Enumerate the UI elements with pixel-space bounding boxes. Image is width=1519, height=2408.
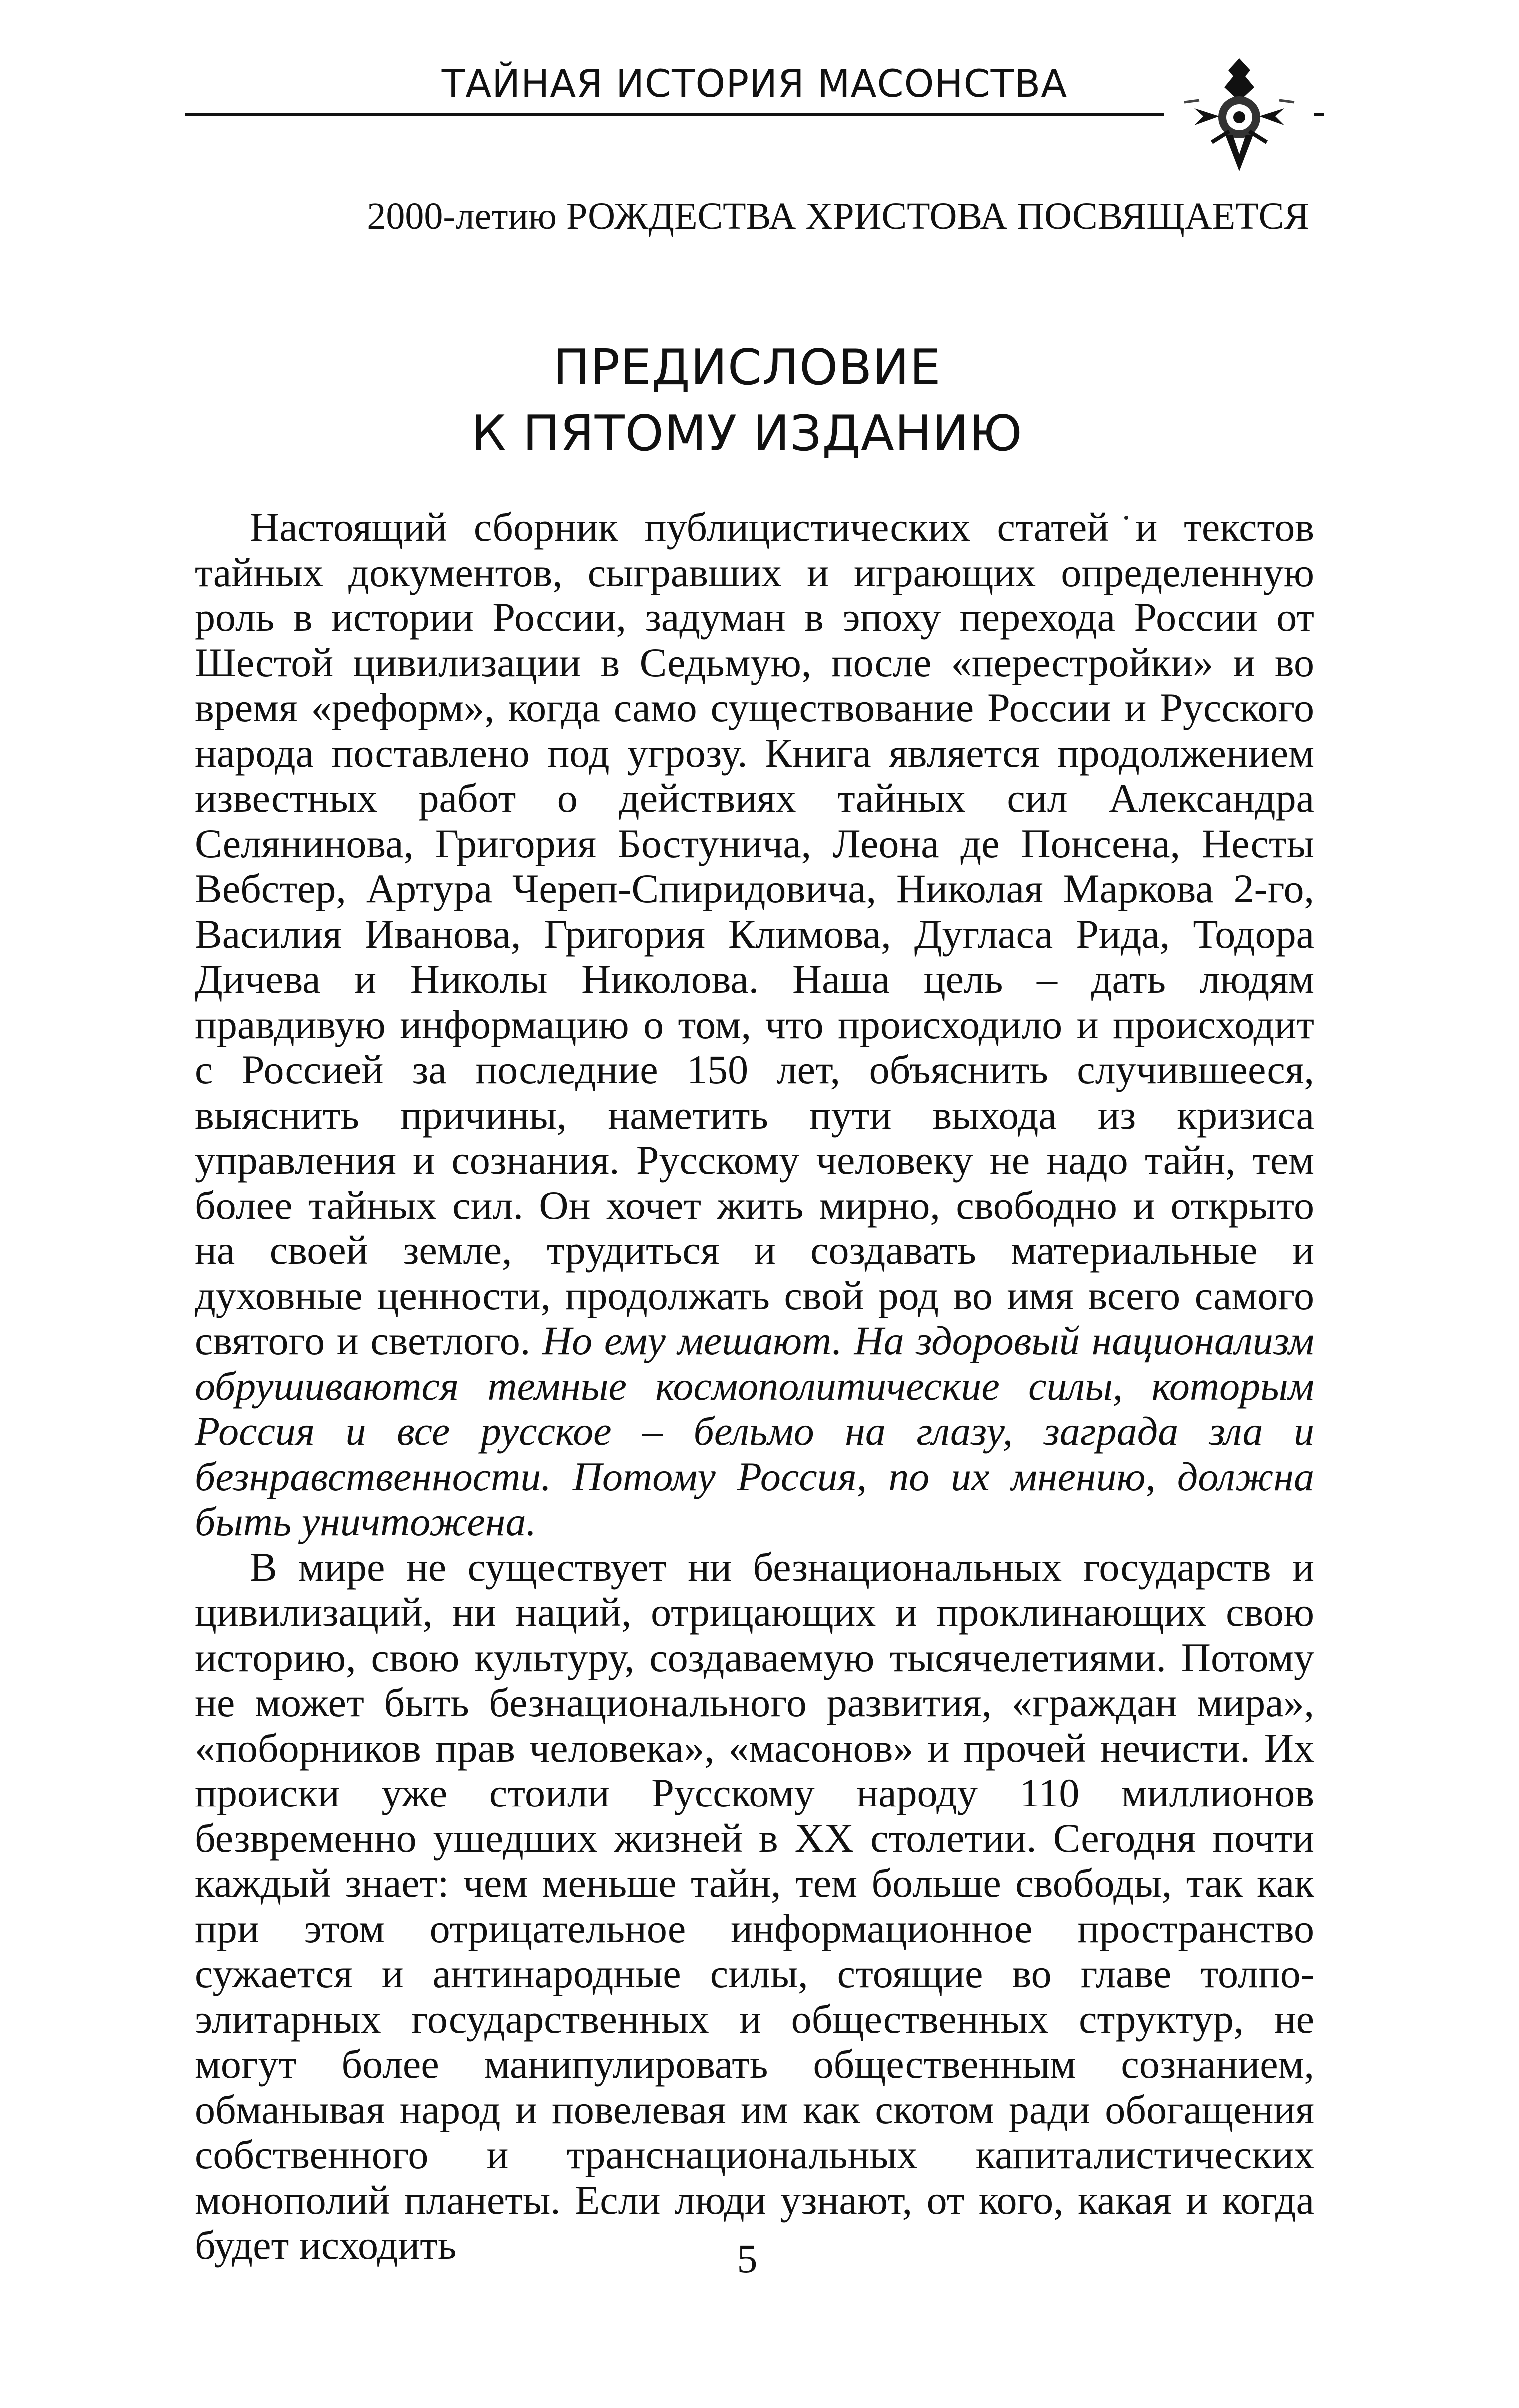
page-number: 5	[737, 2236, 758, 2281]
dedication-line: 2000-летию РОЖДЕСТВА ХРИСТОВА ПОСВЯЩАЕТСЯ	[367, 195, 1309, 237]
body-text	[195, 505, 1314, 2268]
header-rule	[185, 113, 1324, 116]
chapter-title	[185, 335, 1309, 467]
chapter-title-line-1: ПРЕДИСЛОВИЕ	[553, 339, 941, 396]
masonic-emblem-icon	[1164, 52, 1314, 177]
chapter-title-line-2: К ПЯТОМУ ИЗДАНИЮ	[471, 405, 1023, 462]
paragraph-2: В мире не существует ни безнациональных государств и цивилизаций, ни наций, отрицающих и проклинающих свою историю, свою культуру, создаваемую тысячелетиями. Потому не может быть безнационального развития, «граждан мира», «поборников прав человека», «масонов» и прочей нечисти. Их происки уже стоили Русскому народу 110 миллионов безвременно ушедших жизней в XX столетии. Сегодня почти каждый знает: чем меньше тайн, тем больше свободы, так как при этом отрицательное информационное пространство сужается и антинародные силы, стоящие во главе толпо-элитарных государственных и общественных структур, не могут более манипулировать общественным сознанием, обманывая народ и повелевая им как скотом ради обогащения собственного и транснациональных капиталистических монополий планеты. Если люди узнают, от кого, какая и когда будет исходить	[195, 1544, 1314, 2268]
running-head: ТАЙНАЯ ИСТОРИЯ МАСОНСТВА	[441, 61, 1068, 106]
emblem-drawing	[1164, 52, 1314, 177]
paragraph-1-italic: Но ему мешают. На здоровый национализм обрушиваются темные космополитические силы, которым Россия и все русское – бельмо на глазу, заграда зла и безнравственности. Потому Россия, по их мнению, должна быть уничтожена.	[195, 1318, 1314, 1544]
paragraph-1	[195, 505, 1314, 1545]
paragraph-1-text: Настоящий сборник публицистических статей и текстов тайных документов, сыгравших и играющих определенную роль в истории России, задуман в эпоху перехода России от Шестой цивилизации в Седьмую, после «перестройки» и во время «реформ», когда само существование России и Русского народа поставлено под угрозу. Книга является продолжением известных работ о действиях тайных сил Александра Селянинова, Григория Бостунича, Леона де Понсена, Несты Вебстер, Артура Череп-Спиридовича, Николая Маркова 2-го, Василия Иванова, Григория Климова, Дугласа Рида, Тодора Дичева и Николы Николова. Наша цель – дать людям правдивую информацию о том, что происходило и происходит с Россией за последние 150 лет, объяснить случившееся, выяснить причины, наметить пути выхода из кризиса управления и сознания. Русскому человеку не надо тайн, тем более тайных сил. Он хочет жить мирно, свободно и открыто на своей земле, трудиться и создавать материальные и духовные ценности, продолжать свой род во имя всего самого святого и светлого.	[195, 504, 1314, 1363]
